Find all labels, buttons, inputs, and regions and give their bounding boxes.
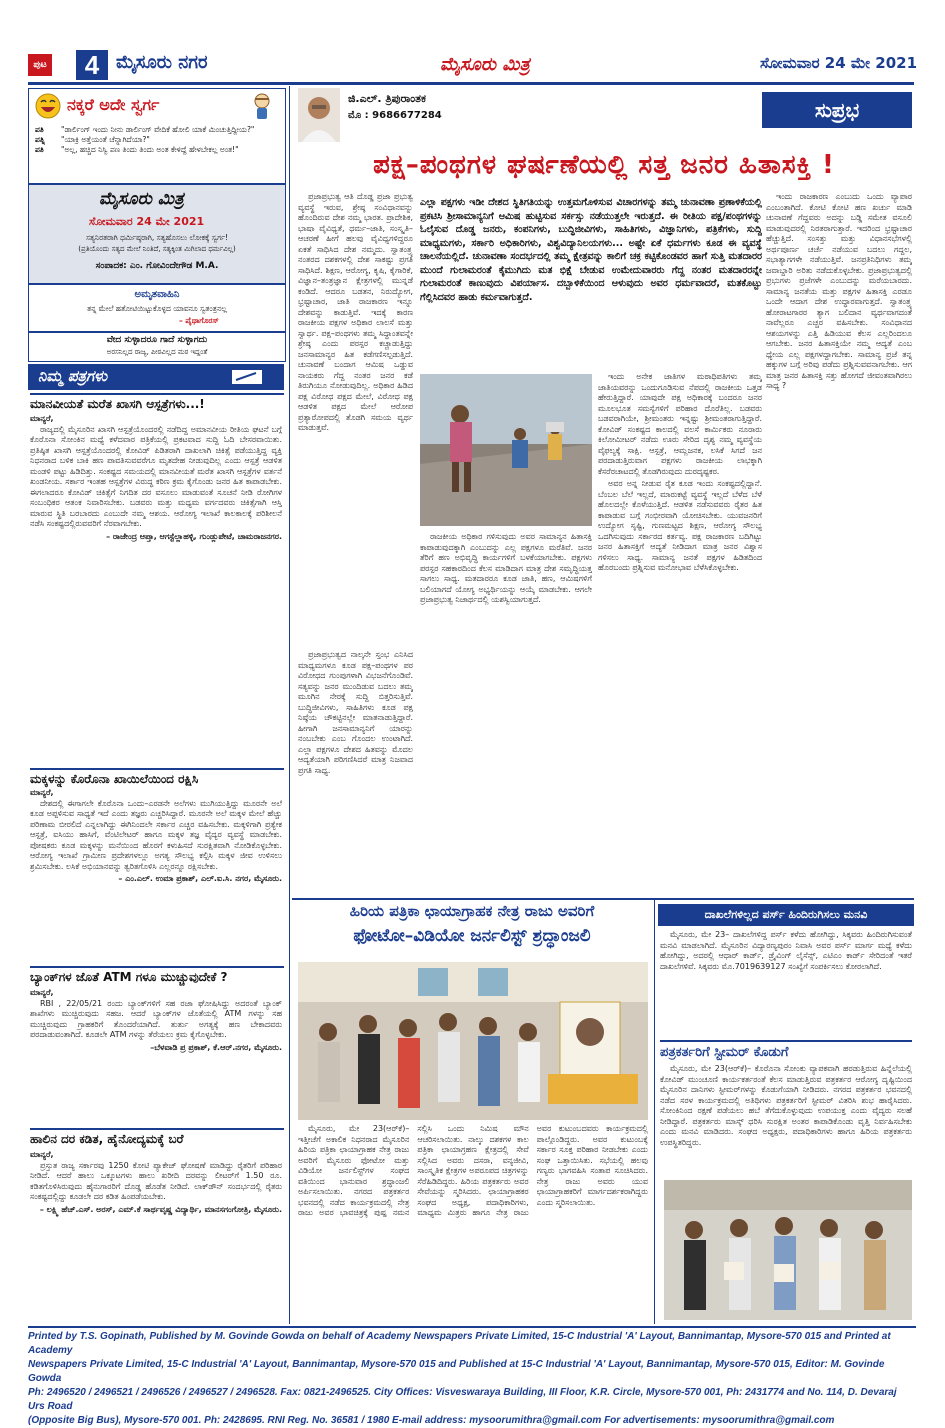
imprint-line: Printed by T.S. Gopinath, Published by M. Govinde Gowda on behalf of Academy Newspapers Private Limited, 15-C Industrial 'A' Layout, Bannimantap, Mysore-570 015 and Printed at Academy [28, 1331, 891, 1356]
laughing-face-icon [35, 93, 61, 119]
section-title: ಮೈಸೂರು ನಗರ [116, 52, 208, 73]
author-phone: ಮೊ : 9686677284 [348, 110, 442, 121]
header-divider [28, 82, 914, 85]
joke-list [35, 125, 279, 155]
cartoon-icon [247, 91, 277, 121]
letter-salutation: ಮಾನ್ಯರೆ, [30, 414, 54, 423]
news-body [660, 1064, 912, 1176]
imprint-line: (Opposite Big Bus), Mysore-570 001. Ph: 2428695. RNI Reg. No. 36581 / 1980 E-mail address: mysoorumithra@gmail.com For advertisements: mysoorumithra@gmail.com [28, 1415, 835, 1426]
page-number: 4 [76, 50, 108, 80]
quote-author: – ಪೈಥಾಗೊರಸ್ [179, 316, 219, 325]
paper-name-logo: ಮೈಸೂರು ಮಿತ್ರ [99, 189, 184, 209]
quote-box [28, 284, 286, 332]
news-body [660, 930, 912, 1030]
article-paragraph: ರಾಜಕೀಯ ಅಧಿಕಾರ ಗಳಿಸುವುದು ಅವರ ಸಾಮಾನ್ಯನ ಹಿತಾಸಕ್ತಿ ಕಾಪಾಡುವುದಕ್ಕಾಗಿ ಎಂಬುದನ್ನು ಎಲ್ಲ ಪಕ್ಷಗಳೂ ಮರೆತಿವೆ. ಜನರ ತೆರಿಗೆ ಹಣ ಅಭಿವೃದ್ಧಿ ಕಾರ್ಯಗಳಿಗೆ ಬಳಕೆಯಾಗಬೇಕು. ಪಕ್ಷಗಳು ಪರಸ್ಪರ ಸಹಕಾರದಿಂದ ಕೆಲಸ ಮಾಡಿದಾಗ ಮಾತ್ರ ದೇಶ ಸಮೃದ್ಧಿಯತ್ತ ಸಾಗಲು ಸಾಧ್ಯ. ಮತದಾರರೂ ಕೂಡ ಜಾತಿ, ಹಣ, ಆಮಿಷಗಳಿಗೆ ಬಲಿಯಾಗದೆ ಯೋಗ್ಯ ಅಭ್ಯರ್ಥಿಯನ್ನು ಆಯ್ಕೆ ಮಾಡಬೇಕು. ಆಗಲೇ ಪ್ರಜಾಪ್ರಭುತ್ವ ನಿಜಾರ್ಥದಲ್ಲಿ ಯಶಸ್ವಿಯಾಗುತ್ತದೆ. [420, 532, 592, 604]
author-name: ಜಿ.ಎಲ್. ತ್ರಿಪುರಾಂತಕ [348, 92, 426, 105]
imprint-line: Newspapers Private Limited, 15-C Industrial 'A' Layout, Bannimantap, Mysore-570 015 and Published at 15-C Industrial 'A' Layout, Bannimantap, Mysore-570 015, Editor: M. Govinde Gowda [28, 1359, 885, 1384]
joke-line [35, 135, 279, 145]
article-column [420, 532, 592, 894]
joke-text: "ಯಾಕ್ರಿ ಅತ್ತೆಯಂತೆ ಚೆನ್ನಾಗಿದೆಯಾ?" [61, 135, 150, 144]
pen-icon [228, 367, 268, 387]
letter-body [30, 988, 282, 1118]
section-divider [292, 898, 914, 900]
proverb-text: ವೇದ ಸುಳ್ಳಾದರೂ ಗಾದೆ ಸುಳ್ಳಾಗದು [106, 335, 208, 345]
letter-body [30, 414, 282, 786]
tribute-headline-line2: ಫೋಟೋ–ವಿಡಿಯೋ ಜರ್ನಲಿಸ್ಟ್ ಶ್ರದ್ಧಾಂಜಲಿ [353, 926, 591, 946]
letter-title: ಮಾನವೀಯತೆ ಮರೆತ ಖಾಸಗಿ ಆಸ್ಪತ್ರೆಗಳು...! [30, 393, 284, 412]
joke-speaker: ಪತ್ನಿ [35, 135, 45, 144]
article-column [766, 192, 912, 894]
article-paragraph: ಇಂದು ಅನೇಕ ಜಾತಿಗಳ ಮಠಾಧಿಪತಿಗಳು ತಮ್ಮ ಜಾತಿಯವರನ್ನು ಒಂದುಗೂಡಿಸುವ ನೆಪದಲ್ಲಿ ರಾಜಕೀಯ ಒತ್ತಡ ಹೇರುತ್ತಿದ್ದಾರೆ. ಯಾವುದೇ ಪಕ್ಷ ಅಧಿಕಾರಕ್ಕೆ ಬಂದರೂ ಜನರ ಮೂಲಭೂತ ಸಮಸ್ಯೆಗಳಿಗೆ ಪರಿಹಾರ ದೊರೆತಿಲ್ಲ. ಬಡವರು ಬಡವರಾಗಿಯೇ, ಶ್ರೀಮಂತರು ಇನ್ನಷ್ಟು ಶ್ರೀಮಂತರಾಗುತ್ತಿದ್ದಾರೆ. ಕೋವಿಡ್ ಸಂಕಷ್ಟದ ಕಾಲದಲ್ಲಿ ವಲಸೆ ಕಾರ್ಮಿಕರು ನೂರಾರು ಕಿಲೋಮೀಟರ್ ನಡೆದು ಊರು ಸೇರಿದ ದೃಶ್ಯ ನಮ್ಮ ವ್ಯವಸ್ಥೆಯ ವೈಫಲ್ಯಕ್ಕೆ ಸಾಕ್ಷಿ. ಆಸ್ಪತ್ರೆ, ಆಮ್ಲಜನಕ, ಲಸಿಕೆ ಸಿಗದೆ ಜನ ಪರದಾಡುತ್ತಿರುವಾಗ ಪಕ್ಷಗಳು ರಾಜಕೀಯ ಲಾಭಕ್ಕಾಗಿ ಕೆಸರೆರಚಾಟದಲ್ಲಿ ತೊಡಗಿರುವುದು ದುರದೃಷ್ಟಕರ. [598, 372, 762, 476]
letter-signature: – ಲಕ್ಷ್ಮಿ ಹೆಚ್.ಎಸ್. ಅರಸ್, ಎಮ್.ಕೆ ಸಾರ್ಥವೃಷ್ಣ ವಿದ್ಯಾರ್ಥಿ, ಮಾನಸಗಂಗೋತ್ರಿ, ಮೈಸೂರು. [39, 1204, 282, 1214]
article-paragraph: ಇಂದು ರಾಜಕಾರಣ ಎಂಬುದು ಒಂದು ವ್ಯಾಪಾರ ಎಂಬಂತಾಗಿದೆ. ಕೋಟಿ ಕೋಟಿ ಹಣ ಖರ್ಚು ಮಾಡಿ ಚುನಾವಣೆ ಗೆದ್ದವರು ಅದನ್ನು ಬಡ್ಡಿ ಸಮೇತ ವಸೂಲಿ ಮಾಡುವುದರಲ್ಲಿ ನಿರತರಾಗುತ್ತಾರೆ. ಇದರಿಂದ ಭ್ರಷ್ಟಾಚಾರ ಹೆಚ್ಚುತ್ತಿದೆ. ಸಂಸತ್ತು ಮತ್ತು ವಿಧಾನಸಭೆಗಳಲ್ಲಿ ಅರ್ಥಪೂರ್ಣ ಚರ್ಚೆ ನಡೆಯುವ ಬದಲು ಗದ್ದಲ, ಸಭಾತ್ಯಾಗಗಳೇ ನಡೆಯುತ್ತಿವೆ. ಜನಪ್ರತಿನಿಧಿಗಳು ತಮ್ಮ ಜವಾಬ್ದಾರಿ ಅರಿತು ನಡೆದುಕೊಳ್ಳಬೇಕು. ಪ್ರಜಾಪ್ರಭುತ್ವದಲ್ಲಿ ಪ್ರಭುಗಳು ಪ್ರಜೆಗಳೇ ಎಂಬುದನ್ನು ಮರೆಯಬಾರದು. ಸಾಮಾನ್ಯ ಜನತೆಯ ಮತ್ತು ಪಕ್ಷಗಳ ಹಿತಾಸಕ್ತಿ ಎರಡೂ ಒಂದೇ ಆದಾಗ ದೇಶ ಉದ್ಧಾರವಾಗುತ್ತದೆ. ಸ್ವಾತಂತ್ರ್ಯ ಹೋರಾಟಗಾರರ ತ್ಯಾಗ ಬಲಿದಾನ ವ್ಯರ್ಥವಾಗದಂತೆ ನಾವೆಲ್ಲರೂ ಎಚ್ಚರ ವಹಿಸಬೇಕು. ಸಂವಿಧಾನದ ಆಶಯಗಳನ್ನು ಎತ್ತಿ ಹಿಡಿಯುವ ಕೆಲಸ ಎಲ್ಲರಿಂದಲೂ ಆಗಬೇಕು. ಜನರ ಹಿತಾಸಕ್ತಿಯೇ ನಮ್ಮ ಆದ್ಯತೆ ಎಂಬ ಧ್ಯೇಯ ಎಲ್ಲ ಪಕ್ಷಗಳದ್ದಾಗಬೇಕು. ಸಾಮಾನ್ಯ ಪ್ರಜೆ ತನ್ನ ಹಕ್ಕುಗಳ ಬಗ್ಗೆ ಅರಿವು ಪಡೆದು ಪ್ರಶ್ನಿಸುವವನಾಗಬೇಕು. ಆಗ ಮಾತ್ರ ಜನರ ಹಿತಾಸಕ್ತಿ ಸತ್ತು ಹೋಗದೆ ಜೀವಂತವಾಗಿರಲು ಸಾಧ್ಯ ? [766, 192, 912, 390]
tribute-headline [292, 902, 652, 960]
joke-text: "ಅಲ್ಲ, ಹಚ್ಚಿದ ನಿಸ್ವಿ ಪಣ ತಿಂದು ತಿಂದು ಅಂತ ಕೇಳಿದ್ದೆ ಹೇಳಬೇಕಲ್ಲ ಅಂತ!" [61, 145, 239, 154]
article-column [298, 192, 413, 647]
letters-banner [28, 364, 284, 390]
article-column [298, 650, 413, 894]
column-divider [289, 86, 290, 1324]
tribute-body [298, 1124, 648, 1324]
joke-text: "ಡಾರ್ಲಿಂಗ್ ಇಂದು ನೀನು ಡಾರ್ಲಿಂಗ್ ವೇದಿಕೆ ಹೋಲಿ ಯಾಕೆ ಮಿಂಚುತ್ತಿದ್ದೀಯ?" [61, 125, 255, 134]
paper-date: ಸೋಮವಾರ 24 ಮೇ 2021 [89, 215, 205, 228]
letter-signature: –ಬೆಳವಾಡಿ ಪ್ರ ಪ್ರಕಾಶ್, ಕೆ.ಆರ್.ನಗರ, ಮೈಸೂರು. [150, 1042, 282, 1052]
article-paragraph: ಅವರ ಅನ್ನ ನೀಡುವ ರೈತ ಕೂಡ ಇಂದು ಸಂಕಷ್ಟದಲ್ಲಿದ್ದಾನೆ. ಬೆಂಬಲ ಬೆಲೆ ಇಲ್ಲದೆ, ಮಾರುಕಟ್ಟೆ ವ್ಯವಸ್ಥೆ ಇಲ್ಲದೆ ಬೆಳೆದ ಬೆಳೆ ಹೊಲದಲ್ಲೇ ಕೊಳೆಯುತ್ತಿದೆ. ಆಡಳಿತ ನಡೆಸುವವರು ರೈತರ ಹಿತ ಕಾಪಾಡುವ ಬಗ್ಗೆ ಗಂಭೀರವಾಗಿ ಯೋಚಿಸಬೇಕು. ಯುವಜನರಿಗೆ ಉದ್ಯೋಗ ಸೃಷ್ಟಿ, ಗುಣಮಟ್ಟದ ಶಿಕ್ಷಣ, ಆರೋಗ್ಯ ಸೌಲಭ್ಯ ಒದಗಿಸುವುದು ಸರ್ಕಾರದ ಕರ್ತವ್ಯ. ಪಕ್ಷ ರಾಜಕಾರಣ ಬದಿಗಿಟ್ಟು ಜನರ ಹಿತಾಸಕ್ತಿಗೆ ಆದ್ಯತೆ ನೀಡಿದಾಗ ಮಾತ್ರ ಜನರ ವಿಶ್ವಾಸ ಗಳಿಸಲು ಸಾಧ್ಯ. ಸಾಮಾನ್ಯ ಜನತೆ ಪಕ್ಷಗಳ ಹಿಡಿತದಿಂದ ಹೊರಬಂದು ಪ್ರಶ್ನಿಸುವ ಮನೋಭಾವ ಬೆಳೆಸಿಕೊಳ್ಳಬೇಕು. [598, 479, 762, 572]
letter-title: ಬ್ಯಾಂಕ್‌ಗಳ ಜೊತೆ ATM ಗಳೂ ಮುಚ್ಚುವುದೇಕೆ ? [30, 966, 284, 985]
proverb-box [28, 332, 286, 362]
quote-title: ಅಮೃತವಾಹಿನಿ [134, 289, 180, 300]
column-header [294, 86, 914, 146]
article-paragraph: ಪ್ರಜಾಪ್ರಭುತ್ವ ಆತಿ ದೊಡ್ಡ ಪ್ರಜಾ ಪ್ರಭುತ್ವ ವ್ಯವಸ್ಥೆ ಇರುವ, ಶ್ರೇಷ್ಠ ಸಂವಿಧಾನವನ್ನು ಹೊಂದಿರುವ ದೇಶ ನಮ್ಮ ಭಾರತ. ಪ್ರಾದೇಶಿಕ, ಭಾಷಾ ವೈವಿಧ್ಯತೆ, ಧರ್ಮ–ಜಾತಿ, ಸಂಸ್ಕೃತಿ–ಆಚರಣೆ ಹೀಗೆ ಹಲವು ವೈವಿಧ್ಯಗಳಿದ್ದರೂ ಏಕತೆ ಸಾಧಿಸಿದ ದೇಶ ನಮ್ಮದು. ಸ್ವಾತಂತ್ರ್ಯ ನಂತರದ ದಶಕಗಳಲ್ಲಿ ದೇಶ ಸಾಕಷ್ಟು ಪ್ರಗತಿ ಸಾಧಿಸಿದೆ. ಶಿಕ್ಷಣ, ಆರೋಗ್ಯ, ಕೃಷಿ, ಕೈಗಾರಿಕೆ, ವಿಜ್ಞಾನ–ತಂತ್ರಜ್ಞಾನ ಕ್ಷೇತ್ರಗಳಲ್ಲಿ ಮುನ್ನಡೆ ಕಂಡಿದೆ. ಆದರೂ ಬಡತನ, ನಿರುದ್ಯೋಗ, ಭ್ರಷ್ಟಾಚಾರ, ಜಾತಿ ರಾಜಕಾರಣ ಇನ್ನೂ ದೇಶವನ್ನು ಕಾಡುತ್ತಿವೆ. ಇದಕ್ಕೆ ಕಾರಣ ರಾಜಕೀಯ ಪಕ್ಷಗಳ ಅಧಿಕಾರ ಲಾಲಸೆ ಮತ್ತು ಸ್ವಾರ್ಥ. ಪಕ್ಷ–ಪಂಥಗಳು ತಮ್ಮ ಸಿದ್ಧಾಂತವನ್ನೇ ಶ್ರೇಷ್ಠ ಎಂದು ಪರಸ್ಪರ ಕಚ್ಚಾಡುತ್ತಿದ್ದು ಜನಸಾಮಾನ್ಯರ ಹಿತ ಕಡೆಗಣಿಸಲ್ಪಡುತ್ತಿದೆ. ಚುನಾವಣೆ ಬಂದಾಗ ಆಮಿಷ ಒಡ್ಡುವ ನಾಯಕರು ಗೆದ್ದ ನಂತರ ಜನರ ಕಡೆ ತಿರುಗಿಯೂ ನೋಡುವುದಿಲ್ಲ. ಅಧಿಕಾರ ಹಿಡಿದ ಪಕ್ಷ ವಿರೋಧ ಪಕ್ಷದ ಮೇಲೆ, ವಿರೋಧ ಪಕ್ಷ ಆಡಳಿತ ಪಕ್ಷದ ಮೇಲೆ ಆರೋಪ ಪ್ರತ್ಯಾರೋಪದಲ್ಲಿ ತೊಡಗಿ ಸಮಯ ವ್ಯರ್ಥ ಮಾಡುತ್ತವೆ. [298, 192, 413, 432]
article-paragraph: ಪ್ರಜಾಪ್ರಭುತ್ವದ ನಾಲ್ಕನೇ ಸ್ತಂಭ ಎನಿಸಿದ ಮಾಧ್ಯಮಗಳೂ ಕೂಡ ಪಕ್ಷ–ಪಂಥಗಳ ಪರ ವಿರೋಧದ ಗುಂಪುಗಳಾಗಿ ವಿಭಜನೆಗೊಂಡಿವೆ. ಸತ್ಯವನ್ನು ಜನರ ಮುಂದಿಡುವ ಬದಲು ತಮ್ಮ ಮೂಗಿನ ನೇರಕ್ಕೆ ಸುದ್ದಿ ಬಿತ್ತರಿಸುತ್ತಿವೆ. ಬುದ್ಧಿಜೀವಿಗಳು, ಸಾಹಿತಿಗಳು ಕೂಡ ಪಕ್ಷ ನಿಷ್ಠೆಯ ಚೌಕಟ್ಟಿನಲ್ಲೇ ಮಾತನಾಡುತ್ತಿದ್ದಾರೆ. ಹೀಗಾಗಿ ಜನಸಾಮಾನ್ಯನಿಗೆ ಯಾರನ್ನು ನಂಬಬೇಕು ಎಂಬ ಗೊಂದಲ ಉಂಟಾಗಿದೆ. ಎಲ್ಲಾ ಪಕ್ಷಗಳೂ ದೇಶದ ಹಿತವನ್ನು ಮೊದಲ ಆದ್ಯತೆಯಾಗಿ ಪರಿಗಣಿಸಿದರೆ ಮಾತ್ರ ನಿಜವಾದ ಪ್ರಗತಿ ಸಾಧ್ಯ. [298, 650, 413, 775]
letter-paragraph: RBI , 22/05/21 ರಂದು ಬ್ಯಾಂಕ್‌ಗಳಿಗೆ ಸಹ ರಜಾ ಘೋಷಿಸಿದ್ದು ಅದರಂತೆ ಬ್ಯಾಂಕ್ ಶಾಖೆಗಳು ಮುಚ್ಚಿರುವುದು ಸಹಜ. ಆದರೆ ಬ್ಯಾಂಕ್‌ಗಳ ಜೊತೆಯಲ್ಲಿ ATM ಗಳನ್ನು ಸಹ ಮುಚ್ಚಿರುವುದು ಗ್ರಾಹಕರಿಗೆ ತೊಂದರೆಯಾಗಿದೆ. ತುರ್ತು ಅಗತ್ಯಕ್ಕೆ ಹಣ ಬೇಕಾದವರು ಪರದಾಡುವಂತಾಗಿದೆ. ಕೂಡಲೇ ATM ಗಳನ್ನು ತೆರೆಯಲು ಕ್ರಮ ಕೈಗೊಳ್ಳಬೇಕು. [30, 998, 282, 1039]
page-label: ಪುಟ [28, 54, 52, 76]
letter-salutation: ಮಾನ್ಯರೆ, [30, 1150, 54, 1159]
migrant-workers-photo [420, 374, 592, 526]
column-name: ಸುಪ್ರಭ [814, 98, 860, 122]
joke-line [35, 145, 279, 155]
paper-motto: ಸತ್ಯನಿರತರಾಗಿ ಧರ್ಮಿಷ್ಠರಾಗಿ, ಸತ್ಯಹೊಸಲು ಲೋಕಕ್ಕೆ ಸ್ವರ್ಗ! [85, 233, 229, 242]
proverb-sub: ಅರಸನಿಲ್ಲದ ರಾಜ್ಯ, ಪೀಠವಿಲ್ಲದ ಮಠ ಇದ್ದಂತೆ [106, 348, 208, 356]
article-lede: ಎಲ್ಲಾ ಪಕ್ಷಗಳು ಇಡೀ ದೇಶದ ಸ್ಥಿತಿಗತಿಯನ್ನು ಉತ್ತಮಗೊಳಿಸುವ ವಿಚಾರಗಳನ್ನು ತಮ್ಮ ಚುನಾವಣಾ ಪ್ರಣಾಳಿಕೆಯಲ್ಲಿ ಪ್ರಕಟಿಸಿ ಶ್ರೀಸಾಮಾನ್ಯನಿಗೆ ಆಮಿಷ ಹುಟ್ಟಿಸುವ ಸರ್ಕಸ್ಸು ನಡೆಯುತ್ತಲೇ ಇರುತ್ತದೆ. ಈ ರೀತಿಯ ಪಕ್ಷ/ಪಂಥಗಳನ್ನು ಓಲೈಸುವ ದೊಡ್ಡ ಜನರು, ಕಂಪನಿಗಳು, ಬುದ್ಧಿಜೀವಿಗಳು, ಸಾಹಿತಿಗಳು, ವಿಜ್ಞಾನಿಗಳು, ಪತ್ರಿಕೆಗಳು, ಸುದ್ದಿ ಮಾಧ್ಯಮಗಳು, ಸರ್ಕಾರಿ ಅಧಿಕಾರಿಗಳು, ವಿಶ್ವವಿದ್ಯಾನಿಲಯಗಳು... ಅಷ್ಟೇ ಏಕೆ ಧರ್ಮಗಳು ಕೂಡ ಈ ವ್ಯವಸ್ಥೆ ಚಾಲನೆಯಲ್ಲಿದೆ. ಚುನಾವಣಾ ಸಂದರ್ಭದಲ್ಲಿ ತಮ್ಮ ಕ್ಷೇತ್ರವನ್ನು ಕಾಲಿಗೆ ಚಕ್ರ ಕಟ್ಟಿಕೊಂಡವರ ಹಾಗೆ ಸುತ್ತಿ ಮತದಾರರ ಮುಂದೆ ಗುಲಾಮರಂತೆ ಕೈಮುಗಿದು ಮತ ಭಿಕ್ಷೆ ಬೇಡುವ ಉಮೇದುವಾರರು ಗೆದ್ದ ನಂತರ ಮತದಾರರನ್ನೇ ಗುಲಾಮರಂತೆ ಕಾಣುವುದು ವಿಪರ್ಯಾಸ. ದಬ್ಬಾಳಿಕೆಯಿಂದ ಆಳುವುದು ಅವರ ಧರ್ಮವಾದರೆ, ಮತಕೊಟ್ಟು ಗೆಲ್ಲಿಸಿದವರ ಹಾಡು ಕರ್ಮವಾಗುತ್ತದೆ. [420, 197, 762, 303]
quote-text: ತನ್ನ ಮೇಲೆ ಹತೋಟಿಯಿಟ್ಟುಕೊಳ್ಳದ ಯಾವನೂ ಸ್ವತಂತ್ರನಲ್ಲ [87, 304, 227, 313]
joke-line [35, 125, 279, 135]
letter-title: ಮಕ್ಕಳನ್ನು ಕೊರೊನಾ ಖಾಯಿಲೆಯಿಂದ ರಕ್ಷಿಸಿ [30, 768, 284, 787]
column-divider [654, 900, 655, 1324]
joke-box [28, 88, 286, 184]
tribute-headline-line1: ಹಿರಿಯ ಪತ್ರಿಕಾ ಛಾಯಾಗ್ರಾಹಕ ನೇತ್ರ ರಾಜು ಅವರಿಗೆ [349, 902, 595, 920]
news-paragraph: ಮೈಸೂರು, ಮೇ 23(ಆರ್‌ಕೆ)– ಕೊರೊನಾ ಸೋಂಕು ವ್ಯಾಪಕವಾಗಿ ಹರಡುತ್ತಿರುವ ಹಿನ್ನೆಲೆಯಲ್ಲಿ ಕೋವಿಡ್ ಮುಂಚೂಣಿ ಕಾರ್ಯಕರ್ತರಂತೆ ಕೆಲಸ ಮಾಡುತ್ತಿರುವ ಪತ್ರಕರ್ತರ ಆರೋಗ್ಯ ದೃಷ್ಟಿಯಿಂದ ಮೈಸೂರಿನ ದಾನಿಗಳು ಸ್ಟೀಮರ್‌ಗಳನ್ನು ಕೊಡುಗೆಯಾಗಿ ನೀಡಿದರು. ನಗರದ ಪತ್ರಕರ್ತರ ಭವನದಲ್ಲಿ ನಡೆದ ಸರಳ ಕಾರ್ಯಕ್ರಮದಲ್ಲಿ ಅತಿಥಿಗಳು ಪತ್ರಕರ್ತರಿಗೆ ಸ್ಟೀಮರ್ ವಿತರಿಸಿ ಶುಭ ಹಾರೈಸಿದರು. ಸೋಂಕಿನಿಂದ ರಕ್ಷಣೆ ಪಡೆಯಲು ಹಬೆ ತೆಗೆದುಕೊಳ್ಳುವುದು ಉಪಯುಕ್ತ ಎಂದು ವೈದ್ಯರು ಸಲಹೆ ನೀಡಿದ್ದಾರೆ. ಪತ್ರಕರ್ತರು ಮಾಸ್ಕ್ ಧರಿಸಿ ಸುರಕ್ಷಿತ ಅಂತರ ಕಾಪಾಡಿಕೊಂಡು ವೃತ್ತಿ ನಿರ್ವಹಿಸಬೇಕು ಎಂದು ಮನವಿ ಮಾಡಿದರು. ಸಂಘದ ಅಧ್ಯಕ್ಷರು, ಪದಾಧಿಕಾರಿಗಳು ಹಾಗೂ ಹಿರಿಯ ಪತ್ರಕರ್ತರು ಉಪಸ್ಥಿತರಿದ್ದರು. [660, 1064, 912, 1147]
letter-signature: – ಎಂ.ಎಲ್. ಉಮಾ ಪ್ರಕಾಶ್, ಎಲ್.ಐ.ಸಿ. ನಗರ, ಮೈಸೂರು. [118, 874, 282, 883]
news-title-bar [658, 904, 914, 926]
article-column [598, 372, 762, 894]
left-column [28, 88, 286, 1326]
letter-salutation: ಮಾನ್ಯರೆ, [30, 988, 54, 997]
masthead-logo: ಮೈಸೂರು ಮಿತ್ರ [440, 54, 530, 75]
letter-paragraph: ರಾಜ್ಯದಲ್ಲಿ ಮೈಸೂರಿನ ಖಾಸಗಿ ಆಸ್ಪತ್ರೆಯೊಂದರಲ್ಲಿ ನಡೆದಿದ್ದ ಅಮಾನವೀಯ ರೀತಿಯ ಘಟನೆ ಬಗ್ಗೆ ಕೊರೊನಾ ಸೋಂಕಿನ ಮಧ್ಯೆ ಕಳೆದವಾರ ಪತ್ರಿಕೆಯಲ್ಲಿ ಪ್ರಕಟವಾದ ಸುದ್ದಿ ಓದಿ ಬೇಸರವಾಯಿತು. ಪ್ರತಿಷ್ಠಿತ ಖಾಸಗಿ ಆಸ್ಪತ್ರೆಯೊಂದರಲ್ಲಿ ಕೋವಿಡ್ ಪಿಡಿತರಾಗಿ ದಾಖಲಾಗಿ ಚಿಕಿತ್ಸೆ ಪಡೆಯುತ್ತಿದ್ದ ವ್ಯಕ್ತಿ ನಿಧನರಾದ ಬಳಿಕ ಬಾಕಿ ಹಣ ಪಾವತಿಸುವವರೆಗೂ ಮೃತದೇಹ ನೀಡುವುದಿಲ್ಲ ಎಂದು ಆಸ್ಪತ್ರೆ ಆಡಳಿತ ಮಂಡಳಿ ಪಟ್ಟು ಹಿಡಿದಿತ್ತು. ಸಂಕಷ್ಟದ ಸಮಯದಲ್ಲಿ ಮಾನವೀಯತೆ ಮರೆತ ಖಾಸಗಿ ಆಸ್ಪತ್ರೆಗಳ ವರ್ತನೆ ಖಂಡನೀಯ. ಸರ್ಕಾರ ಇಂತಹ ಆಸ್ಪತ್ರೆಗಳ ವಿರುದ್ಧ ಕಠಿಣ ಕ್ರಮ ಕೈಗೊಂಡು ಜನರ ಹಿತ ಕಾಪಾಡಬೇಕು. ಈಗಲಾದರೂ ಕೋವಿಡ್ ಚಿಕಿತ್ಸೆಗೆ ನಿಗದಿತ ದರ ವಸೂಲು ಮಾಡುವಂತೆ ಸೂಚನೆ ನೀಡಿ ರೋಗಿಗಳ ಸಂಬಂಧಿಕರ ಆತಂಕ ನಿವಾರಿಸಬೇಕು. ಬಡವರು ಮತ್ತು ಮಧ್ಯಮ ವರ್ಗದವರು ಚಿಕಿತ್ಸೆಗಾಗಿ ಆಸ್ತಿ ಮಾರುವ ಸ್ಥಿತಿ ಬರಬಾರದು ಎಂಬುದೇ ನಮ್ಮ ಆಶಯ. ಆರೋಗ್ಯ ಇಲಾಖೆ ಕಾಲಕಾಲಕ್ಕೆ ಪರಿಶೀಲನೆ ನಡೆಸಿ ಸಂಕಷ್ಟದಲ್ಲಿರುವವರಿಗೆ ನೆರವಾಗಬೇಕು. [30, 424, 282, 528]
letter-signature: – ರಾಜೇಂದ್ರ ಆಪ್ತಾ, ಆಗಸ್ಟೆಲ್ಲಾಹಳ್ಳಿ, ಗುಂಡ್ಲುಪೇಟೆ, ಚಾಮರಾಜನಗರ. [106, 531, 282, 541]
imprint-footer [28, 1326, 916, 1426]
author-photo [298, 88, 340, 142]
letter-salutation: ಮಾನ್ಯರೆ, [30, 788, 54, 797]
steamer-photo [664, 1180, 912, 1320]
imprint-line: Ph: 2496520 / 2496521 / 2496526 / 2496527 / 2496528. Fax: 0821-2496525. City Offices: Visveswaraya Building, III Floor, K.R. Circle, Mysore-570 001, Ph: 2431774 and No. 114, D. Devaraj Urs Road [28, 1387, 897, 1412]
column-name-banner [762, 92, 912, 128]
paper-motto-sub: (ಪ್ರತಿಯೊಂದು ಸತ್ಯದ ಮೇಲೆ ನಿಂತಿದೆ, ಸತ್ಯಕ್ಕಿಂತ ಮಿಗಿಲಾದ ಧರ್ಮವಿಲ್ಲ) [78, 245, 236, 253]
letter-paragraph: ಪ್ರಸ್ತುತ ರಾಜ್ಯ ಸರ್ಕಾರವು 1250 ಕೋಟಿ ಪ್ಯಾಕೇಜ್ ಘೋಷಣೆ ಮಾಡಿದ್ದು ರೈತರಿಗೆ ಪರಿಹಾರ ನೀಡಿದೆ. ಆದರೆ ಹಾಲು ಒಕ್ಕೂಟಗಳು ಹಾಲು ಖರೀದಿ ದರವನ್ನು ಲೀಟರ್‌ಗೆ 1.50 ರೂ. ಕಡಿತಗೊಳಿಸಿರುವುದು ಹೈನುಗಾರರಿಗೆ ದೊಡ್ಡ ಹೊಡೆತ ನೀಡಿದೆ. ಲಾಕ್‌ಡೌನ್ ಸಂದರ್ಭದಲ್ಲಿ ರೈತರು ಸಂಕಷ್ಟದಲ್ಲಿದ್ದು ಕೂಡಲೇ ದರ ಕಡಿತ ಹಿಂಪಡೆಯಬೇಕು. [30, 1160, 282, 1201]
paper-info-box [28, 184, 286, 284]
tribute-paragraph: ಮೈಸೂರು, ಮೇ 23(ಆರ್‌ಕೆ)– ಇತ್ತೀಚೆಗೆ ಅಕಾಲಿಕ ನಿಧನರಾದ ಮೈಸೂರಿನ ಹಿರಿಯ ಪತ್ರಿಕಾ ಛಾಯಾಗ್ರಾಹಕ ನೇತ್ರ ರಾಜು ಅವರಿಗೆ ಮೈಸೂರು ಫೋಟೋ ಮತ್ತು ವಿಡಿಯೋ ಜರ್ನಲಿಸ್ಟ್‌ಗಳ ಸಂಘದ ವತಿಯಿಂದ ಭಾನುವಾರ ಶ್ರದ್ಧಾಂಜಲಿ ಅರ್ಪಿಸಲಾಯಿತು. ನಗರದ ಪತ್ರಕರ್ತರ ಭವನದಲ್ಲಿ ನಡೆದ ಕಾರ್ಯಕ್ರಮದಲ್ಲಿ ನೇತ್ರ ರಾಜು ಅವರ ಭಾವಚಿತ್ರಕ್ಕೆ ಪುಷ್ಪ ನಮನ ಸಲ್ಲಿಸಿ ಒಂದು ನಿಮಿಷ ಮೌನ ಆಚರಿಸಲಾಯಿತು. ನಾಲ್ಕು ದಶಕಗಳ ಕಾಲ ಪತ್ರಿಕಾ ಛಾಯಾಗ್ರಹಣ ಕ್ಷೇತ್ರದಲ್ಲಿ ಸೇವೆ ಸಲ್ಲಿಸಿದ ಅವರು ದಸರಾ, ವನ್ಯಜೀವಿ, ಸಾಂಸ್ಕೃತಿಕ ಕ್ಷೇತ್ರಗಳ ಅಪರೂಪದ ಚಿತ್ರಗಳನ್ನು ಸೆರೆಹಿಡಿದಿದ್ದರು. ಹಿರಿಯ ಪತ್ರಕರ್ತರು ಅವರ ಸೇವೆಯನ್ನು ಸ್ಮರಿಸಿದರು. ಛಾಯಾಗ್ರಾಹಕರ ಸಂಘದ ಅಧ್ಯಕ್ಷ, ಪದಾಧಿಕಾರಿಗಳು, ಮಾಧ್ಯಮ ಮಿತ್ರರು ಹಾಗೂ ನೇತ್ರ ರಾಜು ಅವರ ಕುಟುಂಬದವರು ಕಾರ್ಯಕ್ರಮದಲ್ಲಿ ಪಾಲ್ಗೊಂಡಿದ್ದರು. ಅವರ ಕುಟುಂಬಕ್ಕೆ ಸರ್ಕಾರ ಸೂಕ್ತ ಪರಿಹಾರ ನೀಡಬೇಕು ಎಂದು ಸಂಘ ಒತ್ತಾಯಿಸಿತು. ಸಭೆಯಲ್ಲಿ ಹಲವು ಗಣ್ಯರು ಭಾಗವಹಿಸಿ ಸಂತಾಪ ಸೂಚಿಸಿದರು. ನೇತ್ರ ರಾಜು ಅವರು ಯುವ ಛಾಯಾಗ್ರಾಹಕರಿಗೆ ಮಾರ್ಗದರ್ಶಕರಾಗಿದ್ದರು ಎಂದು ಸ್ಮರಿಸಲಾಯಿತು. [298, 1124, 648, 1217]
issue-date: ಸೋಮವಾರ 24 ಮೇ 2021 [760, 54, 918, 72]
letter-paragraph: ದೇಶದಲ್ಲಿ ಈಗಾಗಲೇ ಕೊರೊನಾ ಒಂದು–ಎರಡನೇ ಅಲೆಗಳು ಮುಗಿಯುತ್ತಿದ್ದು ಮೂರನೇ ಅಲೆ ಕೂಡ ಅಪ್ಪಳಿಸುವ ಸಾಧ್ಯತೆ ಇದೆ ಎಂದು ತಜ್ಞರು ಎಚ್ಚರಿಸಿದ್ದಾರೆ. ಮೂರನೇ ಅಲೆ ಮಕ್ಕಳ ಮೇಲೆ ಹೆಚ್ಚು ಪರಿಣಾಮ ಬೀರಲಿದೆ ಎನ್ನಲಾಗಿದ್ದು ಈಗಿನಿಂದಲೇ ಸರ್ಕಾರ ಎಚ್ಚರ ವಹಿಸಬೇಕು. ಮಕ್ಕಳಿಗಾಗಿ ಪ್ರತ್ಯೇಕ ಆಸ್ಪತ್ರೆ, ಐಸಿಯು ಹಾಸಿಗೆ, ವೆಂಟಿಲೇಟರ್ ಹಾಗೂ ಮಕ್ಕಳ ತಜ್ಞ ವೈದ್ಯರ ವ್ಯವಸ್ಥೆ ಮಾಡಬೇಕು. ಪೋಷಕರು ಕೂಡ ಮಕ್ಕಳನ್ನು ಮನೆಯಿಂದ ಹೊರಗೆ ಕಳುಹಿಸದೆ ಸುರಕ್ಷಿತವಾಗಿ ನೋಡಿಕೊಳ್ಳಬೇಕು. ಆರೋಗ್ಯ ಇಲಾಖೆ ಗ್ರಾಮೀಣ ಪ್ರದೇಶಗಳಲ್ಲೂ ಅಗತ್ಯ ಸೌಲಭ್ಯ ಕಲ್ಪಿಸಿ ಮಕ್ಕಳ ಜೀವ ಉಳಿಸಲು ಶ್ರಮಿಸಬೇಕು. ಲಸಿಕೆ ಅಭಿಯಾನವನ್ನು ತ್ವರಿತಗೊಳಿಸಿ ಎಲ್ಲರನ್ನೂ ರಕ್ಷಿಸಬೇಕು. [30, 798, 282, 871]
joke-speaker: ಪತಿ [35, 145, 44, 154]
article-headline: ಪಕ್ಷ–ಪಂಥಗಳ ಘರ್ಷಣೆಯಲ್ಲಿ ಸತ್ತ ಜನರ ಹಿತಾಸಕ್ತಿ ! [373, 150, 835, 180]
joke-title: ನಕ್ಕರೆ ಅದೇ ಸ್ವರ್ಗ [67, 95, 160, 114]
letter-body [30, 1150, 282, 1324]
joke-speaker: ಪತಿ [35, 125, 44, 134]
news-paragraph: ಮೈಸೂರು, ಮೇ 23– ದಾಖಲೆಗಳಿದ್ದ ಪರ್ಸ್ ಕಳೆದು ಹೋಗಿದ್ದು, ಸಿಕ್ಕವರು ಹಿಂದಿರುಗಿಸುವಂತೆ ಮನವಿ ಮಾಡಲಾಗಿದೆ. ಮೈಸೂರಿನ ವಿದ್ಯಾರಣ್ಯಪುರಂ ನಿವಾಸಿ ಅವರ ಪರ್ಸ್ ಮಾರ್ಗ ಮಧ್ಯೆ ಕಳೆದು ಹೋಗಿದ್ದು, ಅದರಲ್ಲಿ ಆಧಾರ್ ಕಾರ್ಡ್, ಡ್ರೈವಿಂಗ್ ಲೈಸೆನ್ಸ್, ಎಟಿಎಂ ಕಾರ್ಡ್ ಸೇರಿದಂತೆ ಇತರೆ ದಾಖಲೆಗಳಿವೆ. ಸಿಕ್ಕವರು ಮೊ.7019639127 ಸಂಖ್ಯೆಗೆ ಸಂಪರ್ಕಿಸಲು ಕೋರಲಾಗಿದೆ. [660, 930, 912, 971]
letter-title: ಹಾಲಿನ ದರ ಕಡಿತ, ಹೈನೋದ್ಯಮಕ್ಕೆ ಬರೆ [30, 1128, 284, 1147]
letters-title: ನಿಮ್ಮ ಪತ್ರಗಳು [38, 367, 108, 385]
editor-name: ಸಂಪಾದಕ: ಎಂ. ಗೋವಿಂದೇಗೌಡ M.A. [95, 261, 219, 271]
news-title: ಪತ್ರಕರ್ತರಿಗೆ ಸ್ಟೀಮರ್ ಕೊಡುಗೆ [660, 1040, 912, 1060]
tribute-photo [298, 962, 648, 1120]
news-title: ದಾಖಲೆಗಳಿಲ್ಲದ ಪರ್ಸ್ ಹಿಂದಿರುಗಿಸಲು ಮನವಿ [704, 908, 868, 921]
